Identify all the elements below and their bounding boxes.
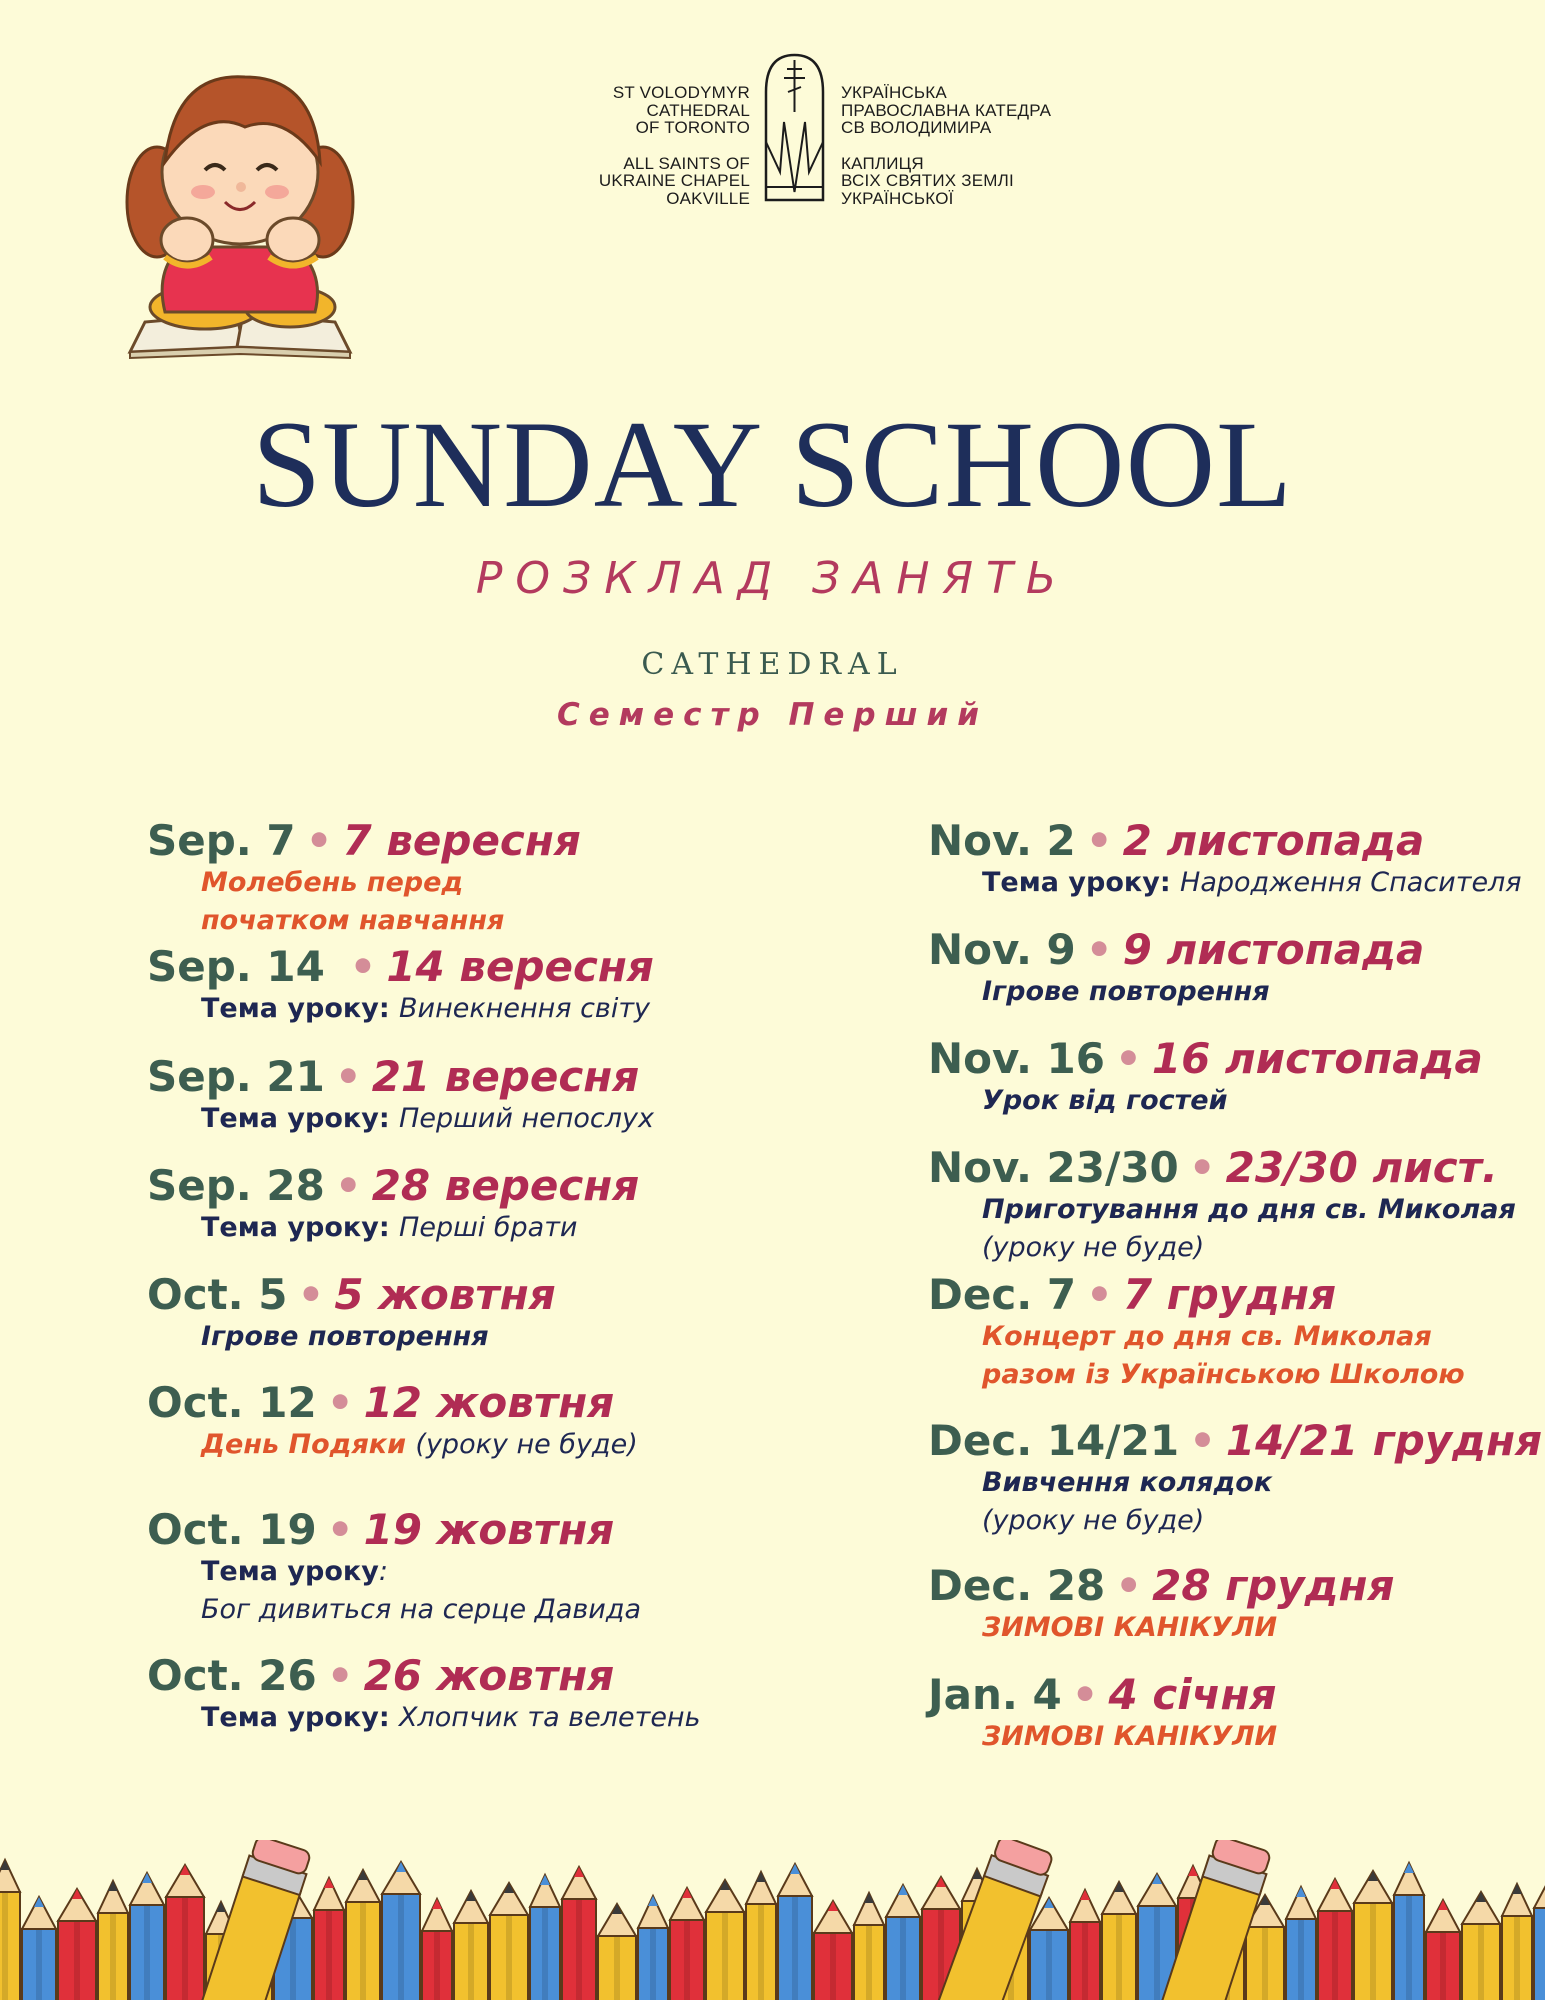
note-text: : bbox=[378, 1556, 388, 1587]
date-ukrainian: 9 листопада bbox=[1122, 925, 1425, 974]
date-english: Sep. 14 bbox=[147, 942, 340, 991]
girl-reading-illustration bbox=[125, 52, 355, 362]
separator-dot: • bbox=[326, 1378, 354, 1427]
note-text: Ігрове повторення bbox=[982, 976, 1270, 1007]
entry-date-line bbox=[928, 1145, 1516, 1191]
pencil bbox=[530, 1875, 560, 2000]
pencil bbox=[598, 1904, 636, 2000]
pencil bbox=[1102, 1882, 1136, 2000]
pencil bbox=[746, 1872, 776, 2000]
date-english: Sep. 28 bbox=[147, 1161, 325, 1210]
note-text: Урок від гостей bbox=[982, 1085, 1228, 1116]
pencil bbox=[562, 1867, 596, 2000]
pencil bbox=[58, 1889, 96, 2000]
separator-dot: • bbox=[1115, 1561, 1143, 1610]
entry-note bbox=[982, 1502, 1542, 1540]
date-english: Sep. 7 bbox=[147, 816, 296, 865]
separator-dot: • bbox=[326, 1651, 354, 1700]
schedule-entry bbox=[928, 1036, 1483, 1120]
entry-note bbox=[201, 864, 581, 902]
entry-date-line bbox=[147, 818, 581, 864]
pencil bbox=[1318, 1879, 1352, 2000]
note-text: (уроку не буде) bbox=[982, 1505, 1205, 1536]
schedule-entry bbox=[928, 1563, 1395, 1647]
separator-dot: • bbox=[334, 1052, 362, 1101]
page-subtitle: РОЗКЛАД ЗАНЯТЬ bbox=[475, 553, 1070, 604]
separator-dot: • bbox=[1071, 1670, 1099, 1719]
separator-dot: • bbox=[305, 816, 333, 865]
note-text: Приготування до дня св. Миколая bbox=[982, 1194, 1516, 1225]
logo-text-ukrainian bbox=[841, 84, 1101, 207]
note-text: Тема уроку: bbox=[201, 993, 400, 1024]
pencil bbox=[166, 1865, 204, 2000]
date-english: Dec. 14/21 bbox=[928, 1416, 1180, 1465]
page-title: SUNDAY SCHOOL bbox=[252, 396, 1293, 533]
date-ukrainian: 16 листопада bbox=[1151, 1034, 1483, 1083]
note-text: Хлопчик та велетень bbox=[399, 1702, 701, 1733]
entry-date-line bbox=[928, 1272, 1465, 1318]
date-ukrainian: 19 жовтня bbox=[363, 1505, 615, 1554]
entry-date-line bbox=[147, 1653, 701, 1699]
note-text: Ігрове повторення bbox=[201, 1321, 489, 1352]
entry-note bbox=[982, 1191, 1516, 1229]
date-ukrainian: 4 січня bbox=[1108, 1670, 1277, 1719]
pencil bbox=[1502, 1884, 1532, 2000]
pencil bbox=[1030, 1898, 1068, 2000]
pencil bbox=[670, 1888, 704, 2000]
note-text: ЗИМОВІ КАНІКУЛИ bbox=[982, 1721, 1278, 1752]
pencil bbox=[130, 1873, 164, 2000]
entry-note bbox=[982, 1229, 1516, 1267]
schedule-entry bbox=[928, 1272, 1465, 1394]
note-text: День Подяки bbox=[201, 1429, 416, 1460]
date-ukrainian: 14 вересня bbox=[386, 942, 654, 991]
entry-note bbox=[982, 1609, 1395, 1647]
note-text: Бог дивиться на серце Давида bbox=[201, 1594, 642, 1625]
pencil bbox=[1462, 1892, 1500, 2000]
entry-note bbox=[982, 1082, 1483, 1120]
entry-note bbox=[201, 902, 581, 940]
location-label: CATHEDRAL bbox=[641, 647, 904, 682]
schedule-entry bbox=[147, 1272, 556, 1356]
date-english: Dec. 7 bbox=[928, 1270, 1077, 1319]
schedule-entry bbox=[928, 927, 1424, 1011]
entry-note bbox=[201, 1426, 638, 1464]
pencil bbox=[0, 1860, 20, 2000]
date-english: Nov. 9 bbox=[928, 925, 1076, 974]
date-ukrainian: 28 вересня bbox=[371, 1161, 640, 1210]
semester-label: Семестр Перший bbox=[557, 697, 988, 733]
date-english: Nov. 23/30 bbox=[928, 1143, 1179, 1192]
schedule-entry bbox=[147, 1653, 701, 1737]
entry-date-line bbox=[928, 1563, 1395, 1609]
pencil bbox=[778, 1864, 812, 2000]
entry-note bbox=[982, 1318, 1465, 1356]
entry-date-line bbox=[928, 927, 1424, 973]
note-text: (уроку не буде) bbox=[415, 1429, 638, 1460]
date-english: Nov. 16 bbox=[928, 1034, 1105, 1083]
schedule-entry bbox=[147, 818, 581, 940]
date-english: Dec. 28 bbox=[928, 1561, 1106, 1610]
entry-date-line bbox=[147, 1380, 638, 1426]
entry-date-line bbox=[147, 1507, 641, 1553]
pencils-border bbox=[0, 1840, 1545, 2000]
separator-dot: • bbox=[349, 942, 377, 991]
date-ukrainian: 7 грудня bbox=[1122, 1270, 1337, 1319]
note-text: Тема уроку bbox=[201, 1556, 379, 1587]
entry-note bbox=[982, 1356, 1465, 1394]
entry-note bbox=[201, 1100, 654, 1138]
entry-date-line bbox=[147, 1272, 556, 1318]
separator-dot: • bbox=[326, 1505, 354, 1554]
entry-date-line bbox=[147, 944, 654, 990]
pencil bbox=[1394, 1863, 1424, 2000]
note-text: Тема уроку: bbox=[201, 1702, 400, 1733]
separator-dot: • bbox=[1086, 1270, 1113, 1319]
note-text: початком навчання bbox=[201, 905, 505, 936]
date-ukrainian: 7 вересня bbox=[342, 816, 581, 865]
pencil bbox=[1070, 1890, 1100, 2000]
separator-dot: • bbox=[334, 1161, 362, 1210]
entry-date-line bbox=[928, 1672, 1277, 1718]
note-text: Народження Спасителя bbox=[1180, 867, 1522, 898]
date-english: Oct. 19 bbox=[147, 1505, 317, 1554]
pencil bbox=[454, 1891, 488, 2000]
entry-note bbox=[201, 1591, 641, 1629]
schedule-entry bbox=[928, 818, 1522, 902]
separator-dot: • bbox=[1189, 1416, 1216, 1465]
date-english: Jan. 4 bbox=[928, 1670, 1062, 1719]
pencil bbox=[98, 1881, 128, 2000]
schedule-entry bbox=[147, 1507, 641, 1629]
logo-cathedral-name-en: ST VOLODYMYR CATHEDRAL OF TORONTO bbox=[612, 83, 750, 137]
separator-dot: • bbox=[1085, 925, 1113, 974]
pencil bbox=[1534, 1876, 1545, 2000]
note-text: ЗИМОВІ КАНІКУЛИ bbox=[982, 1612, 1278, 1643]
schedule-entry bbox=[147, 1054, 654, 1138]
note-text: Тема уроку: bbox=[982, 867, 1181, 898]
note-text: Перші брати bbox=[399, 1212, 578, 1243]
cathedral-logo-icon bbox=[762, 52, 827, 202]
entry-note bbox=[201, 1209, 639, 1247]
date-ukrainian: 26 жовтня bbox=[363, 1651, 615, 1700]
note-text: разом із Українською Школою bbox=[982, 1359, 1465, 1390]
date-ukrainian: 5 жовтня bbox=[334, 1270, 556, 1319]
date-english: Oct. 12 bbox=[147, 1378, 317, 1427]
entry-note bbox=[982, 1464, 1542, 1502]
date-english: Oct. 26 bbox=[147, 1651, 317, 1700]
pencil bbox=[854, 1893, 884, 2000]
pencil bbox=[706, 1880, 744, 2000]
entry-note bbox=[982, 1718, 1277, 1756]
logo-chapel-name-uk: КАПЛИЦЯ ВСІХ СВЯТИХ ЗЕМЛІ УКРАЇНСЬКОЇ bbox=[841, 153, 1014, 208]
entry-note bbox=[201, 1553, 641, 1591]
logo-chapel-name-en: ALL SAINTS OF UKRAINE CHAPEL OAKVILLE bbox=[598, 153, 750, 208]
pencil bbox=[1354, 1871, 1392, 2000]
pencil bbox=[814, 1901, 852, 2000]
date-ukrainian: 23/30 лист. bbox=[1225, 1143, 1498, 1192]
separator-dot: • bbox=[1085, 816, 1113, 865]
note-text: Винекнення світу bbox=[399, 993, 651, 1024]
pencil bbox=[638, 1896, 668, 2000]
logo-cathedral-name-uk: УКРАЇНСЬКА ПРАВОСЛАВНА КАТЕДРА СВ ВОЛОДИМИРА bbox=[841, 83, 1052, 137]
pencil bbox=[314, 1878, 344, 2000]
pencil bbox=[1426, 1900, 1460, 2000]
pencil bbox=[1286, 1887, 1316, 2000]
separator-dot: • bbox=[1114, 1034, 1142, 1083]
separator-dot: • bbox=[297, 1270, 325, 1319]
entry-date-line bbox=[147, 1163, 639, 1209]
date-ukrainian: 12 жовтня bbox=[363, 1378, 615, 1427]
date-ukrainian: 21 вересня bbox=[371, 1052, 640, 1101]
note-text: Тема уроку: bbox=[201, 1212, 400, 1243]
entry-note bbox=[982, 864, 1522, 902]
note-text: Тема уроку: bbox=[201, 1103, 400, 1134]
schedule-entry bbox=[147, 1163, 639, 1247]
date-english: Oct. 5 bbox=[147, 1270, 288, 1319]
entry-date-line bbox=[928, 1418, 1542, 1464]
entry-note bbox=[982, 973, 1424, 1011]
note-text: (уроку не буде) bbox=[982, 1232, 1205, 1263]
schedule-entry bbox=[147, 1380, 638, 1464]
entry-note bbox=[201, 1318, 556, 1356]
date-ukrainian: 14/21 грудня bbox=[1225, 1416, 1543, 1465]
note-text: Молебень перед bbox=[201, 867, 464, 898]
pencil bbox=[490, 1883, 528, 2000]
entry-note bbox=[201, 1699, 701, 1737]
schedule-entry bbox=[147, 944, 654, 1028]
pencil bbox=[382, 1862, 420, 2000]
pencil bbox=[22, 1897, 56, 2000]
pencil bbox=[422, 1899, 452, 2000]
entry-date-line bbox=[928, 1036, 1483, 1082]
date-english: Sep. 21 bbox=[147, 1052, 325, 1101]
note-text: Концерт до дня св. Миколая bbox=[982, 1321, 1432, 1352]
entry-date-line bbox=[928, 818, 1522, 864]
note-text: Вивчення колядок bbox=[982, 1467, 1273, 1498]
note-text: Перший непослух bbox=[399, 1103, 654, 1134]
logo-text-english bbox=[545, 84, 750, 207]
schedule-entry bbox=[928, 1418, 1542, 1540]
entry-note bbox=[201, 990, 654, 1028]
separator-dot: • bbox=[1188, 1143, 1216, 1192]
pencil bbox=[346, 1870, 380, 2000]
pencil bbox=[886, 1885, 920, 2000]
schedule-entry bbox=[928, 1672, 1277, 1756]
entry-date-line bbox=[147, 1054, 654, 1100]
schedule-entry bbox=[928, 1145, 1516, 1267]
date-ukrainian: 2 листопада bbox=[1122, 816, 1425, 865]
date-ukrainian: 28 грудня bbox=[1152, 1561, 1395, 1610]
date-english: Nov. 2 bbox=[928, 816, 1076, 865]
